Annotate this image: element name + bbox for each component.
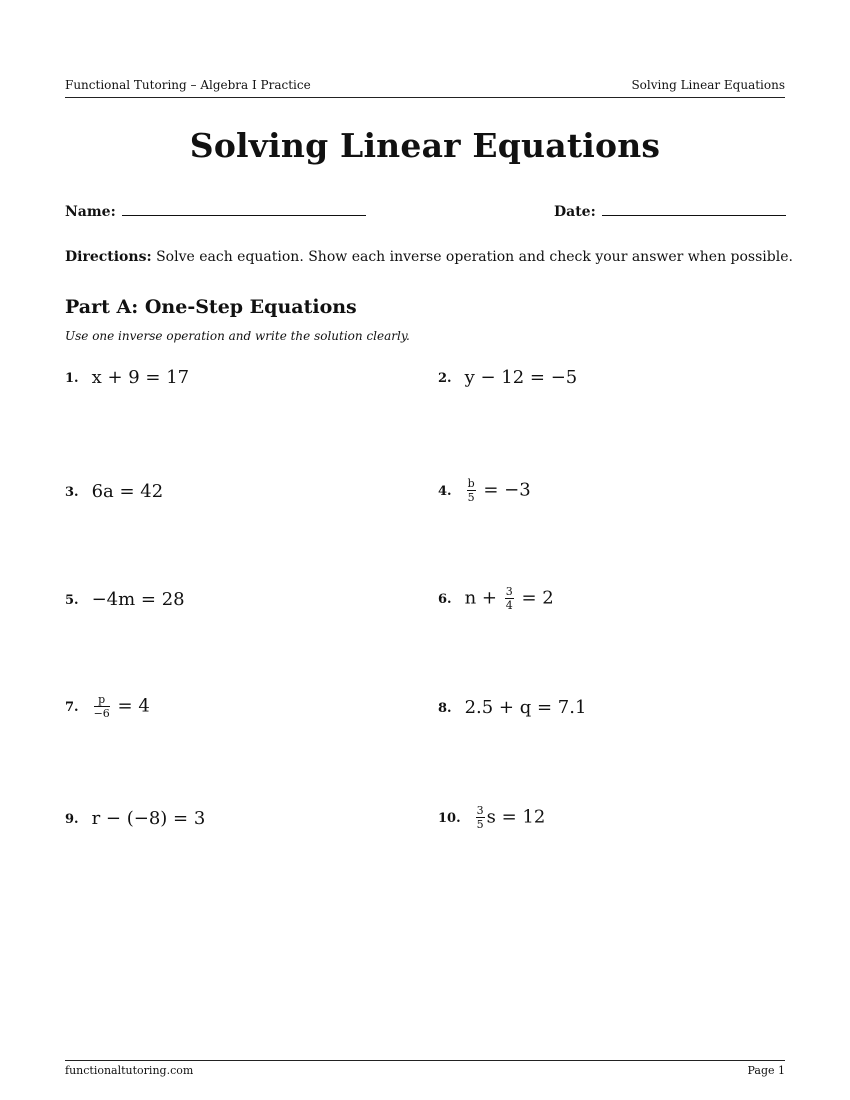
- directions-label: Directions:: [65, 249, 152, 265]
- problem-10: [438, 805, 545, 830]
- problem-8: [438, 697, 586, 718]
- problem-equation: 2.5 + q = 7.1: [464, 697, 587, 718]
- page-header: [65, 78, 785, 98]
- directions-text: Solve each equation. Show each inverse operation and check your answer when possible.: [156, 249, 793, 265]
- problem-6: [438, 586, 554, 611]
- fraction-numerator: 3: [505, 585, 513, 598]
- problem-equation: s = 12: [486, 806, 546, 828]
- problem-2: [438, 367, 577, 388]
- footer-website: functionaltutoring.com: [65, 1064, 194, 1077]
- fraction-numerator: p: [94, 694, 110, 707]
- fraction-denominator: 5: [476, 818, 484, 831]
- section-title: Part A: One-Step Equations: [65, 296, 357, 318]
- fraction-numerator: 3: [476, 804, 484, 817]
- problem-number: 3.: [65, 485, 79, 500]
- problem-equation: 6a = 42: [91, 481, 164, 502]
- problem-1: [65, 367, 189, 388]
- name-label: Name:: [65, 204, 116, 220]
- section-subtitle: Use one inverse operation and write the solution clearly.: [65, 329, 410, 343]
- header-topic: Solving Linear Equations: [631, 78, 785, 92]
- problem-number: 9.: [65, 812, 79, 827]
- date-field[interactable]: [554, 202, 786, 220]
- problem-equation: = −3: [483, 479, 531, 501]
- fraction: [467, 478, 476, 503]
- problem-number: 8.: [438, 701, 452, 716]
- problem-equation: = 4: [117, 695, 150, 717]
- fraction: [505, 586, 514, 611]
- problem-number: 7.: [65, 699, 79, 715]
- date-blank-line[interactable]: [602, 202, 786, 216]
- page-title: Solving Linear Equations: [189, 126, 661, 165]
- problem-5: [65, 589, 185, 610]
- footer-page-number: Page 1: [747, 1064, 785, 1077]
- problem-4: [438, 478, 531, 503]
- problem-3: [65, 481, 163, 502]
- fraction-numerator: b: [467, 477, 475, 490]
- directions: [65, 249, 793, 265]
- fraction-denominator: 5: [467, 491, 475, 504]
- name-blank-line[interactable]: [122, 202, 366, 216]
- problem-number: 6.: [438, 591, 452, 607]
- problem-9: [65, 808, 205, 829]
- fraction: [94, 694, 110, 719]
- problem-equation: −4m = 28: [91, 589, 185, 610]
- problem-equation: y − 12 = −5: [464, 367, 578, 388]
- problem-number: 5.: [65, 593, 79, 608]
- fraction-denominator: 4: [505, 599, 513, 612]
- problem-7: [65, 694, 150, 719]
- problem-equation: = 2: [521, 587, 554, 609]
- problem-number: 10.: [438, 810, 461, 826]
- problem-equation: x + 9 = 17: [91, 367, 190, 388]
- fraction-denominator: −6: [93, 707, 110, 720]
- problem-number: 4.: [438, 483, 452, 499]
- header-course-title: Functional Tutoring – Algebra I Practice: [65, 78, 311, 92]
- date-label: Date:: [554, 204, 596, 220]
- problem-equation-left: n +: [464, 587, 497, 609]
- problem-equation: r − (−8) = 3: [91, 808, 206, 829]
- fraction: [476, 805, 485, 830]
- problem-number: 2.: [438, 371, 452, 386]
- page-footer: [65, 1060, 785, 1077]
- problem-number: 1.: [65, 371, 79, 386]
- name-field[interactable]: [65, 202, 366, 220]
